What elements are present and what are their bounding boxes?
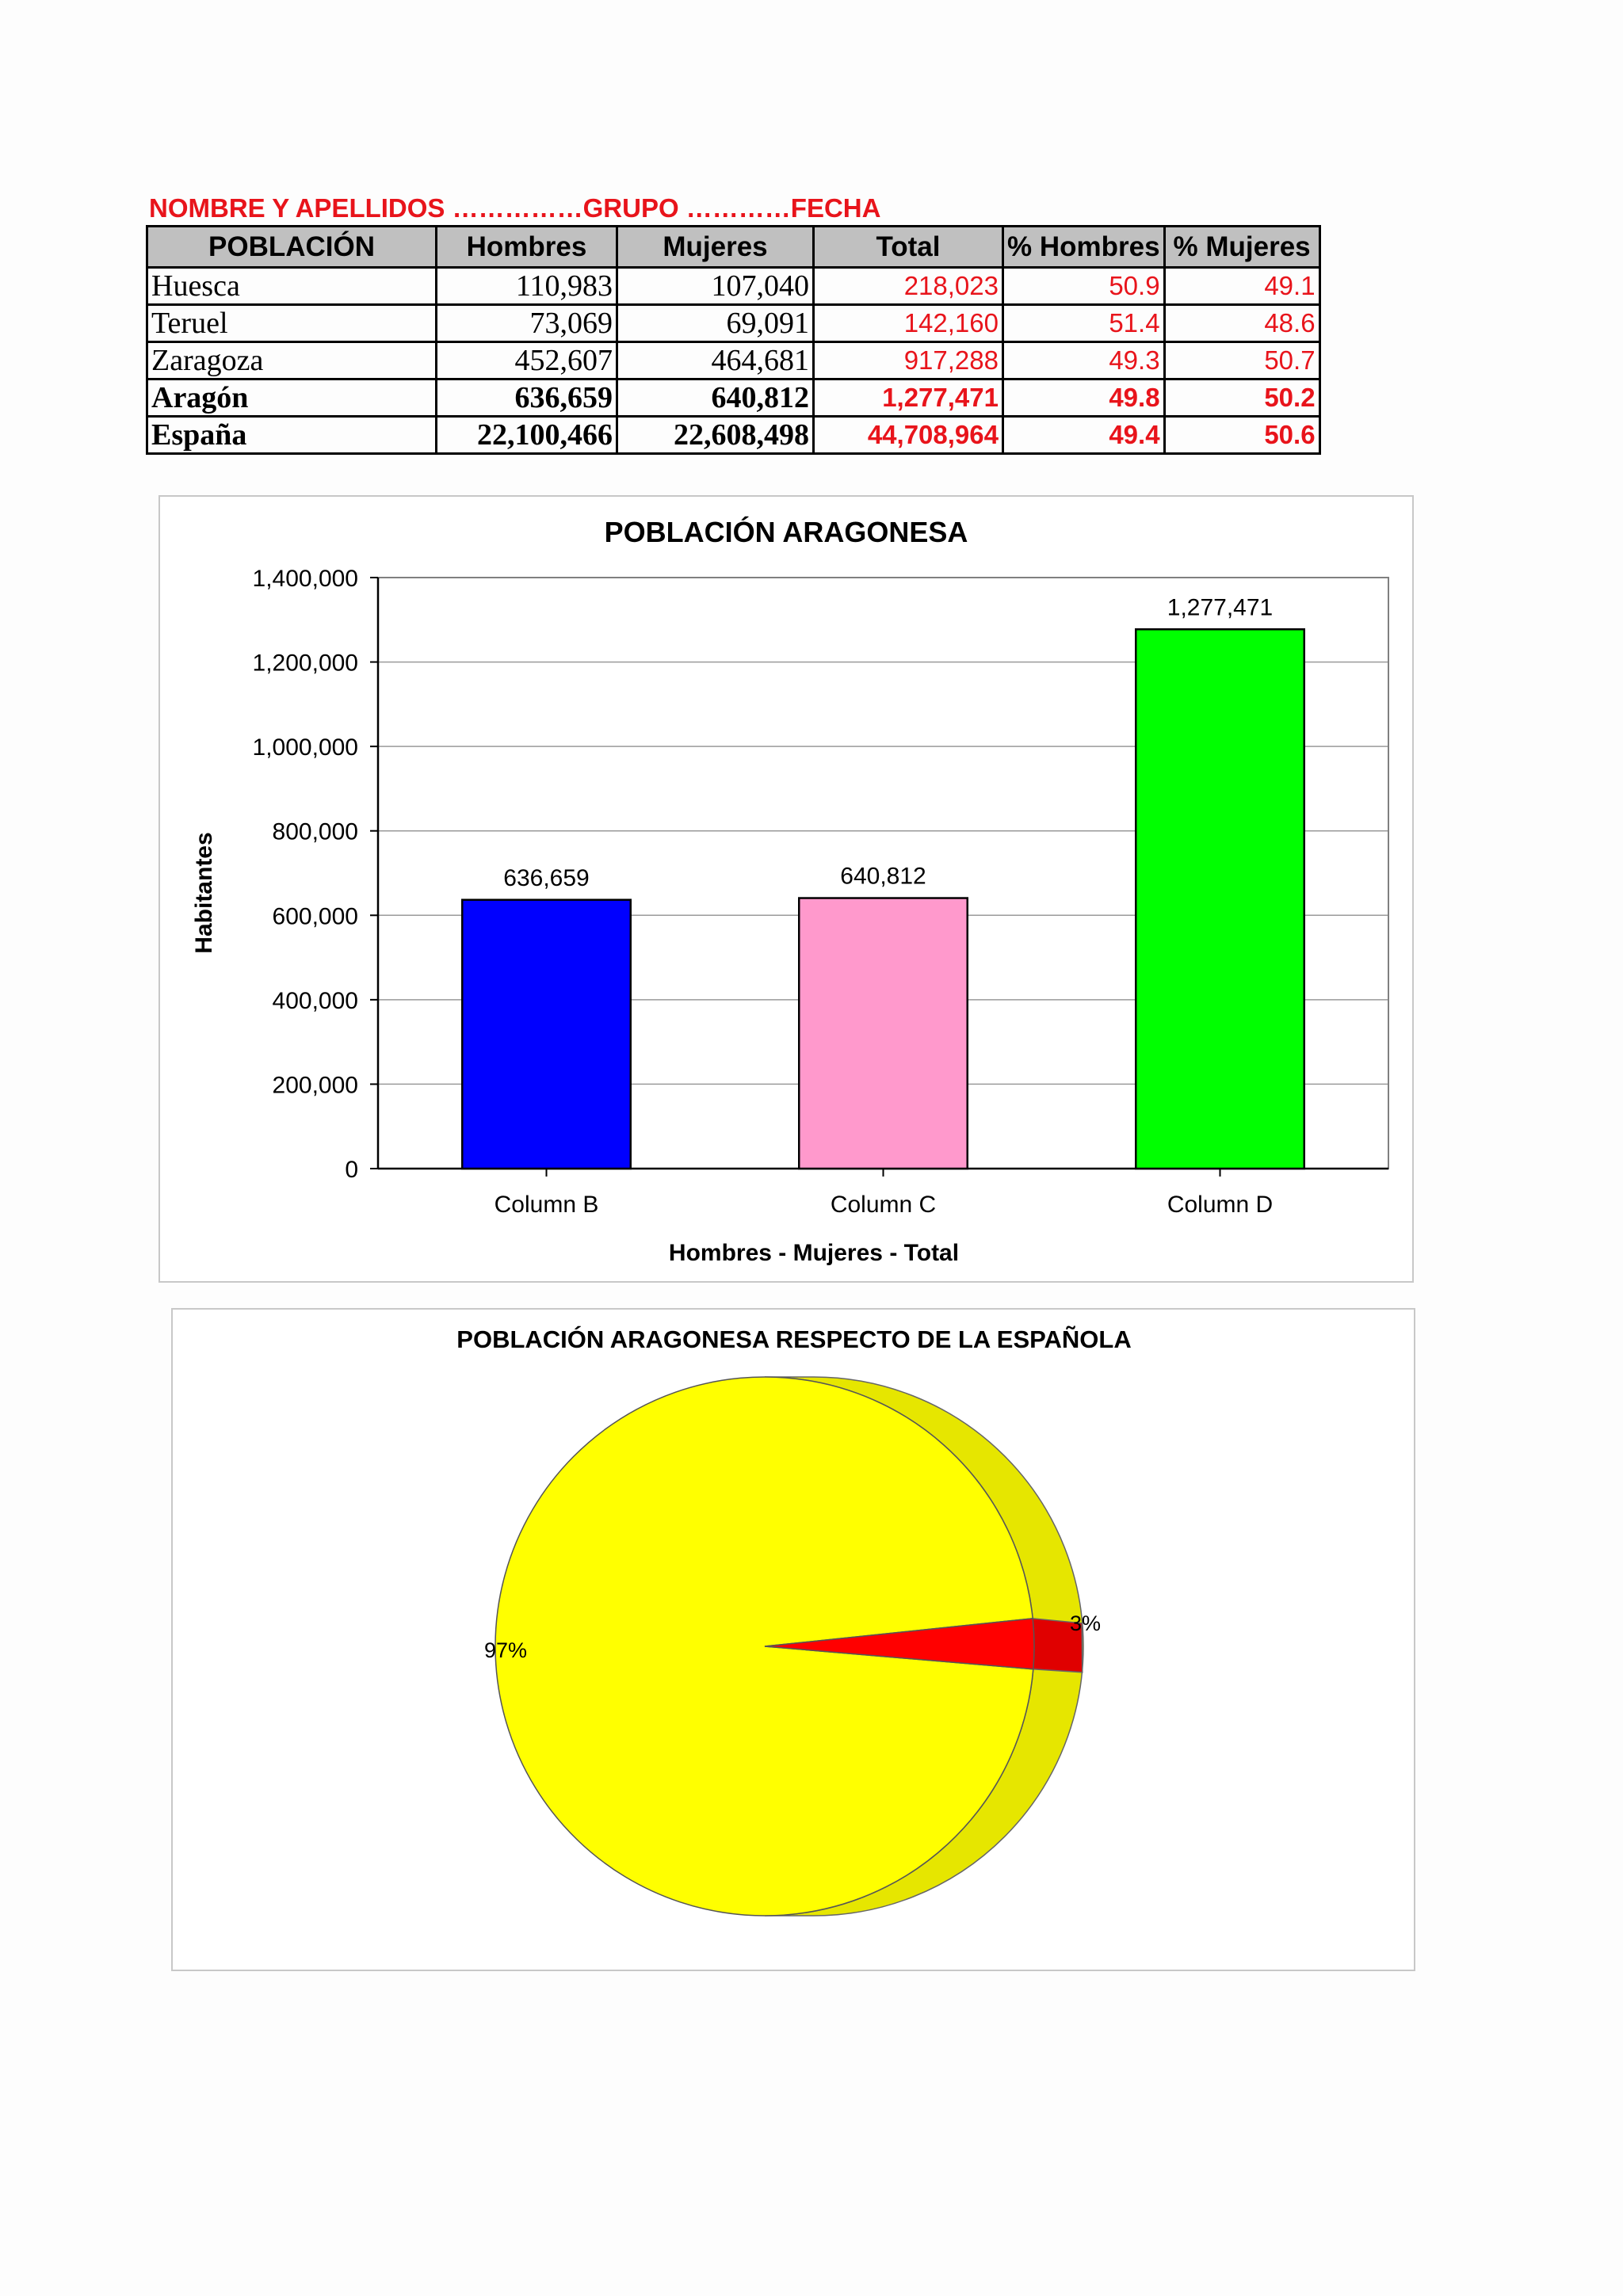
bar: [1136, 629, 1304, 1169]
bar-data-label: 640,812: [840, 863, 926, 890]
pie-chart-frame: [171, 1308, 1415, 1971]
pie-label-3pct: 3%: [1070, 1611, 1102, 1635]
row-mujeres: 69,091: [617, 305, 814, 342]
pie-chart: [173, 1310, 1414, 1970]
row-total: 1,277,471: [814, 379, 1003, 417]
row-pct-mujeres: 50.6: [1164, 417, 1319, 454]
row-pct-hombres: 49.8: [1003, 379, 1165, 417]
bar-chart-frame: [158, 495, 1414, 1283]
y-tick-label: 0: [345, 1157, 358, 1183]
row-mujeres: 107,040: [617, 268, 814, 305]
row-pct-hombres: 49.3: [1003, 342, 1165, 379]
row-pct-hombres: 50.9: [1003, 268, 1165, 305]
col-header-total: Total: [814, 227, 1003, 268]
row-pct-mujeres: 50.2: [1164, 379, 1319, 417]
y-tick-label: 1,200,000: [252, 650, 358, 677]
row-total: 44,708,964: [814, 417, 1003, 454]
row-total: 142,160: [814, 305, 1003, 342]
col-header-hombres: Hombres: [437, 227, 617, 268]
x-tick-label: Column D: [1167, 1192, 1274, 1218]
row-hombres: 110,983: [437, 268, 617, 305]
row-hombres: 22,100,466: [437, 417, 617, 454]
table-row: [147, 342, 1320, 379]
bar-data-label: 1,277,471: [1167, 594, 1274, 621]
row-pct-mujeres: 50.7: [1164, 342, 1319, 379]
table-row: [147, 305, 1320, 342]
row-pct-mujeres: 49.1: [1164, 268, 1319, 305]
row-name: España: [147, 417, 437, 454]
y-tick-label: 1,000,000: [252, 734, 358, 761]
population-table: [146, 225, 1321, 455]
row-pct-hombres: 49.4: [1003, 417, 1165, 454]
table-header-row: [147, 227, 1320, 268]
table-row-total-aragon: [147, 379, 1320, 417]
bar: [462, 900, 631, 1169]
row-hombres: 73,069: [437, 305, 617, 342]
y-tick-label: 200,000: [272, 1072, 358, 1099]
x-tick-label: Column C: [830, 1192, 937, 1218]
bar-chart-ylabel: Habitantes: [191, 832, 217, 954]
bar: [799, 898, 968, 1169]
col-header-poblacion: POBLACIÓN: [147, 227, 437, 268]
table-row: [147, 268, 1320, 305]
col-header-pct-hombres: % Hombres: [1003, 227, 1165, 268]
bar-chart: [160, 497, 1412, 1281]
row-hombres: 636,659: [437, 379, 617, 417]
y-tick-label: 400,000: [272, 987, 358, 1014]
row-total: 218,023: [814, 268, 1003, 305]
row-pct-mujeres: 48.6: [1164, 305, 1319, 342]
row-hombres: 452,607: [437, 342, 617, 379]
col-header-pct-mujeres: % Mujeres: [1164, 227, 1319, 268]
row-name: Zaragoza: [147, 342, 437, 379]
y-tick-label: 800,000: [272, 818, 358, 845]
pie-chart-title: POBLACIÓN ARAGONESA RESPECTO DE LA ESPAÑOLA: [456, 1325, 1132, 1353]
table-row-total-espana: [147, 417, 1320, 454]
row-mujeres: 640,812: [617, 379, 814, 417]
col-header-mujeres: Mujeres: [617, 227, 814, 268]
bar-chart-xlabel: Hombres - Mujeres - Total: [668, 1240, 960, 1266]
pie-label-97pct: 97%: [483, 1638, 527, 1662]
row-name: Huesca: [147, 268, 437, 305]
row-pct-hombres: 51.4: [1003, 305, 1165, 342]
row-mujeres: 22,608,498: [617, 417, 814, 454]
row-name: Teruel: [147, 305, 437, 342]
x-tick-label: Column B: [494, 1192, 599, 1218]
y-tick-label: 1,400,000: [252, 566, 358, 592]
row-total: 917,288: [814, 342, 1003, 379]
row-mujeres: 464,681: [617, 342, 814, 379]
student-header: NOMBRE Y APELLIDOS ……………GRUPO …………FECHA: [149, 193, 881, 223]
bar-chart-title: POBLACIÓN ARAGONESA: [604, 516, 968, 548]
bar-data-label: 636,659: [503, 864, 590, 891]
row-name: Aragón: [147, 379, 437, 417]
y-tick-label: 600,000: [272, 903, 358, 930]
